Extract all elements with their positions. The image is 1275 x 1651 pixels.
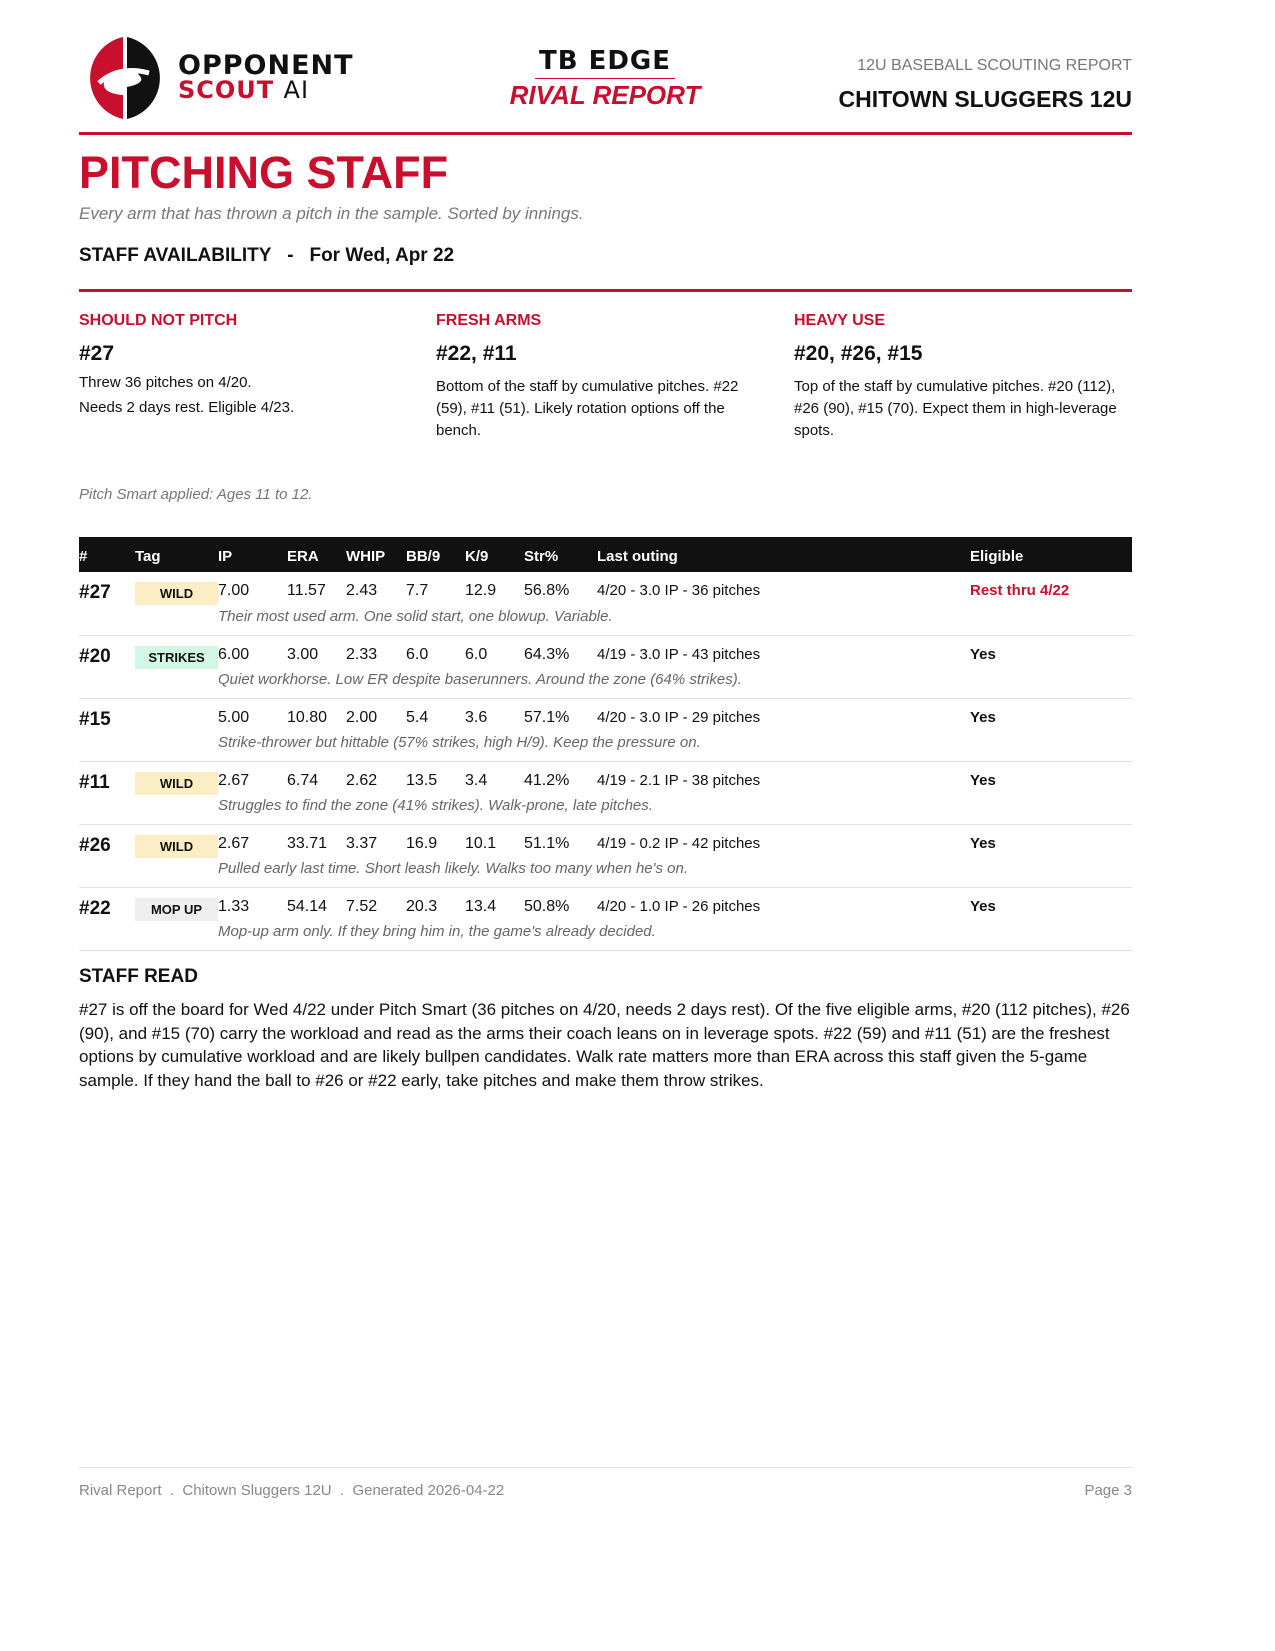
stat-bb9: 6.0 xyxy=(406,645,429,663)
stat-str: 57.1% xyxy=(524,708,570,726)
stat-whip: 7.52 xyxy=(346,897,378,915)
column-header: # xyxy=(79,537,135,572)
stat-ip: 5.00 xyxy=(218,708,250,726)
stat-str: 56.8% xyxy=(524,582,570,599)
tag-badge: WILD xyxy=(135,835,218,858)
availability-heading: STAFF AVAILABILITY - For Wed, Apr 22 xyxy=(79,245,455,266)
stat-ip: 1.33 xyxy=(218,897,250,915)
stat-whip: 2.33 xyxy=(346,645,378,663)
tag-badge: WILD xyxy=(135,582,218,605)
stat-ip: 7.00 xyxy=(218,582,250,599)
stat-str: 41.2% xyxy=(524,771,570,789)
pitcher-number: #20 xyxy=(79,645,111,667)
logo-mark-icon xyxy=(79,35,167,121)
pitcher-note: Mop-up arm only. If they bring him in, the game's already decided. xyxy=(218,923,1132,950)
stat-whip: 2.43 xyxy=(346,582,378,599)
table-row xyxy=(79,761,1132,797)
page-number: Page 3 xyxy=(1084,1482,1132,1499)
pitcher-number: #26 xyxy=(79,834,111,856)
stat-bb9: 7.7 xyxy=(406,582,429,599)
pitcher-note: Pulled early last time. Short leash likely. Walks too many when he's on. xyxy=(218,860,1132,887)
eligible-status: Yes xyxy=(970,897,996,915)
staff-read-title: STAFF READ xyxy=(79,966,198,987)
stat-bb9: 5.4 xyxy=(406,708,429,726)
table-header xyxy=(79,537,1132,572)
stat-ip: 6.00 xyxy=(218,645,250,663)
eligible-status: Rest thru 4/22 xyxy=(970,582,1070,599)
eligible-status: Yes xyxy=(970,834,996,852)
column-header: WHIP xyxy=(346,537,406,572)
table-row-note xyxy=(79,671,1132,698)
pitcher-number: #15 xyxy=(79,708,111,730)
stat-ip: 2.67 xyxy=(218,771,250,789)
stat-k9: 13.4 xyxy=(465,897,497,915)
pitcher-number: #27 xyxy=(79,582,111,603)
stat-bb9: 20.3 xyxy=(406,897,438,915)
table-row-note xyxy=(79,923,1132,950)
stat-era: 54.14 xyxy=(287,897,328,915)
pitcher-note: Struggles to find the zone (41% strikes). Walk-prone, late pitches. xyxy=(218,797,1132,824)
table-row-note xyxy=(79,734,1132,761)
column-header: IP xyxy=(218,537,287,572)
stat-ip: 2.67 xyxy=(218,834,250,852)
stat-era: 6.74 xyxy=(287,771,319,789)
logo-divider xyxy=(535,78,675,79)
header-divider xyxy=(79,132,1132,135)
last-outing: 4/20 - 3.0 IP - 36 pitches xyxy=(597,582,761,599)
column-header: ERA xyxy=(287,537,346,572)
stat-era: 10.80 xyxy=(287,708,328,726)
stat-k9: 10.1 xyxy=(465,834,497,852)
heavy-use-card: HEAVY USE #20, #26, #15 Top of the staff by cumulative pitches. #20 (112), #26 (90), #15 (70). Expect them in high-leverage spots. xyxy=(794,312,1117,439)
pitcher-number: #22 xyxy=(79,897,111,919)
table-row xyxy=(79,635,1132,671)
team-name: CHITOWN SLUGGERS 12U xyxy=(838,86,1132,112)
eligible-status: Yes xyxy=(970,708,996,726)
stat-k9: 6.0 xyxy=(465,645,488,663)
column-header: BB/9 xyxy=(406,537,465,572)
stat-era: 33.71 xyxy=(287,834,328,852)
pitcher-note: Strike-thrower but hittable (57% strikes, high H/9). Keep the pressure on. xyxy=(218,734,1132,761)
stat-era: 11.57 xyxy=(287,582,326,599)
stat-k9: 3.4 xyxy=(465,771,488,789)
pitcher-note: Quiet workhorse. Low ER despite baserunners. Around the zone (64% strikes). xyxy=(218,671,1132,698)
availability-divider xyxy=(79,289,1132,292)
stat-k9: 3.6 xyxy=(465,708,488,726)
stat-whip: 2.62 xyxy=(346,771,378,789)
last-outing: 4/19 - 2.1 IP - 38 pitches xyxy=(597,771,761,789)
table-row-note xyxy=(79,860,1132,887)
stat-str: 51.1% xyxy=(524,834,570,852)
last-outing: 4/20 - 1.0 IP - 26 pitches xyxy=(597,897,761,915)
column-header: Tag xyxy=(135,537,218,572)
stat-str: 64.3% xyxy=(524,645,570,663)
column-header: Last outing xyxy=(597,537,970,572)
footer-left: Rival Report . Chitown Sluggers 12U . Generated 2026-04-22 xyxy=(79,1482,505,1499)
pitch-smart-note: Pitch Smart applied: Ages 11 to 12. xyxy=(79,486,313,503)
page-subtitle: Every arm that has thrown a pitch in the sample. Sorted by innings. xyxy=(79,204,584,223)
stat-k9: 12.9 xyxy=(465,582,497,599)
tag-badge: MOP UP xyxy=(135,898,218,921)
stat-bb9: 13.5 xyxy=(406,771,438,789)
stat-bb9: 16.9 xyxy=(406,834,438,852)
column-header: K/9 xyxy=(465,537,524,572)
fresh-arms-card: FRESH ARMS #22, #11 Bottom of the staff by cumulative pitches. #22 (59), #11 (51). Likely rotation options off the bench. xyxy=(436,312,739,439)
table-row-note xyxy=(79,797,1132,824)
eligible-status: Yes xyxy=(970,645,996,663)
last-outing: 4/19 - 3.0 IP - 43 pitches xyxy=(597,645,761,663)
table-row xyxy=(79,698,1132,734)
last-outing: 4/20 - 3.0 IP - 29 pitches xyxy=(597,708,761,726)
column-header: Eligible xyxy=(970,537,1132,572)
page-title: PITCHING STAFF xyxy=(79,147,449,198)
table-row xyxy=(79,824,1132,860)
column-header: Str% xyxy=(524,537,597,572)
eligible-status: Yes xyxy=(970,771,996,789)
table-row xyxy=(79,887,1132,923)
tag-badge: STRIKES xyxy=(135,646,218,669)
tag-badge: WILD xyxy=(135,772,218,795)
staff-read-body: #27 is off the board for Wed 4/22 under Pitch Smart (36 pitches on 4/20, needs 2 days rest). Of the five eligible arms, #20 (112 pitches), #26 (90), and #15 (70) carry the workload and read as the arms their coach leans on in leverage spots. #22 (59) and #11 (51) are the freshest options by cumulative workload and are likely bullpen candidates. Walk rate matters more than ERA across this staff given the 5-game sample. If they hand the ball to #26 or #22 early, take pitches and make them throw strikes. xyxy=(79,1000,1130,1090)
stat-era: 3.00 xyxy=(287,645,319,663)
last-outing: 4/19 - 0.2 IP - 42 pitches xyxy=(597,834,761,852)
pitcher-number: #11 xyxy=(79,771,110,793)
stat-whip: 2.00 xyxy=(346,708,378,726)
pitcher-note: Their most used arm. One solid start, one blowup. Variable. xyxy=(218,608,1132,635)
report-kicker: 12U BASEBALL SCOUTING REPORT xyxy=(857,57,1132,74)
table-row xyxy=(79,572,1132,608)
stat-whip: 3.37 xyxy=(346,834,378,852)
pitching-table xyxy=(79,537,1132,951)
should-not-pitch-card: SHOULD NOT PITCH #27 Threw 36 pitches on 4/20. Needs 2 days rest. Eligible 4/23. xyxy=(79,312,295,416)
table-row-note xyxy=(79,608,1132,635)
stat-str: 50.8% xyxy=(524,897,570,915)
footer-divider xyxy=(79,1467,1132,1468)
